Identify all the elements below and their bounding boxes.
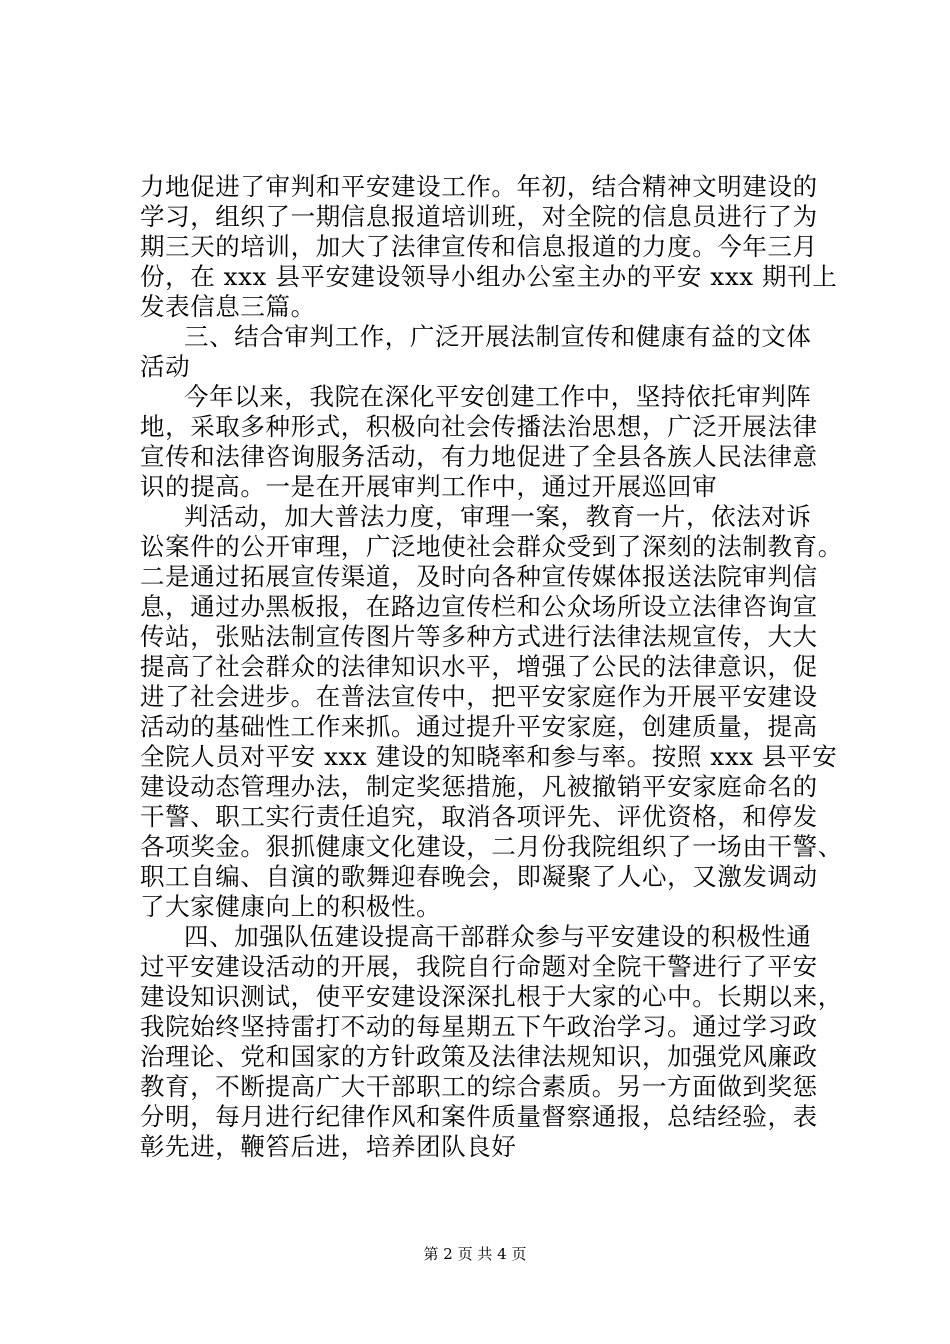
- text-line: 进了社会进步。在普法宣传中，把平安家庭作为开展平安建设: [140, 682, 818, 711]
- text-line: 宣传和法律咨询服务活动，有力地促进了全县各族人民法律意: [140, 442, 818, 471]
- text-line: 我院始终坚持雷打不动的每星期五下午政治学习。通过学习政: [140, 1012, 818, 1041]
- text-line: 地，采取多种形式，积极向社会传播法治思想，广泛开展法律: [140, 412, 818, 441]
- text-line: 学习，组织了一期信息报道培训班，对全院的信息员进行了为: [140, 202, 818, 231]
- text-line: 建设动态管理办法，制定奖惩措施，凡被撤销平安家庭命名的: [140, 772, 818, 801]
- text-line: 提高了社会群众的法律知识水平，增强了公民的法律意识，促: [140, 652, 818, 681]
- text-line: 期三天的培训，加大了法律宣传和信息报道的力度。今年三月: [140, 232, 818, 261]
- text-line: 判活动，加大普法力度，审理一案，教育一片，依法对诉: [184, 502, 812, 531]
- section-heading-4: 四、加强队伍建设提高干部群众参与平安建设的积极性通: [184, 922, 812, 951]
- text-line: 了大家健康向上的积极性。: [140, 892, 442, 921]
- text-line: 治理论、党和国家的方针政策及法律法规知识，加强党风廉政: [140, 1042, 818, 1071]
- section-heading-3-continued: 活动: [140, 352, 191, 381]
- text-line: 分明，每月进行纪律作风和案件质量督察通报，总结经验，表: [140, 1102, 818, 1131]
- text-line: 力地促进了审判和平安建设工作。年初，结合精神文明建设的: [140, 172, 818, 201]
- text-line: 过平安建设活动的开展，我院自行命题对全院干警进行了平安: [140, 952, 818, 981]
- text-line: 彰先进，鞭笞后进，培养团队良好: [140, 1132, 517, 1161]
- text-line: 传站，张贴法制宣传图片等多种方式进行法律法规宣传，大大: [140, 622, 818, 651]
- text-line: 教育，不断提高广大干部职工的综合素质。另一方面做到奖惩: [140, 1072, 818, 1101]
- text-line: 识的提高。一是在开展审判工作中，通过开展巡回审: [140, 472, 718, 501]
- page-number-footer: 第 2 页 共 4 页: [423, 1245, 527, 1263]
- text-line: 职工自编、自演的歌舞迎春晚会，即凝聚了人心，又激发调动: [140, 862, 818, 891]
- text-line: 全院人员对平安 xxx 建设的知晓率和参与率。按照 xxx 县平安: [140, 742, 838, 771]
- text-line: 二是通过拓展宣传渠道，及时向各种宣传媒体报送法院审判信: [140, 562, 818, 591]
- text-line: 各项奖金。狠抓健康文化建设，二月份我院组织了一场由干警、: [140, 832, 843, 861]
- text-line: 干警、职工实行责任追究，取消各项评先、评优资格，和停发: [140, 802, 818, 831]
- text-line: 建设知识测试，使平安建设深深扎根于大家的心中。长期以来，: [140, 982, 843, 1011]
- body-text: [140, 172, 843, 1162]
- section-heading-3: 三、结合审判工作，广泛开展法制宣传和健康有益的文体: [184, 322, 812, 351]
- text-line: 份，在 xxx 县平安建设领导小组办公室主办的平安 xxx 期刊上: [140, 262, 838, 291]
- text-line: 发表信息三篇。: [140, 292, 316, 321]
- text-line: 活动的基础性工作来抓。通过提升平安家庭，创建质量，提高: [140, 712, 818, 741]
- text-line: 讼案件的公开审理，广泛地使社会群众受到了深刻的法制教育。: [140, 532, 843, 561]
- text-line: 息，通过办黑板报，在路边宣传栏和公众场所设立法律咨询宣: [140, 592, 818, 621]
- text-line: 今年以来，我院在深化平安创建工作中，坚持依托审判阵: [184, 382, 812, 411]
